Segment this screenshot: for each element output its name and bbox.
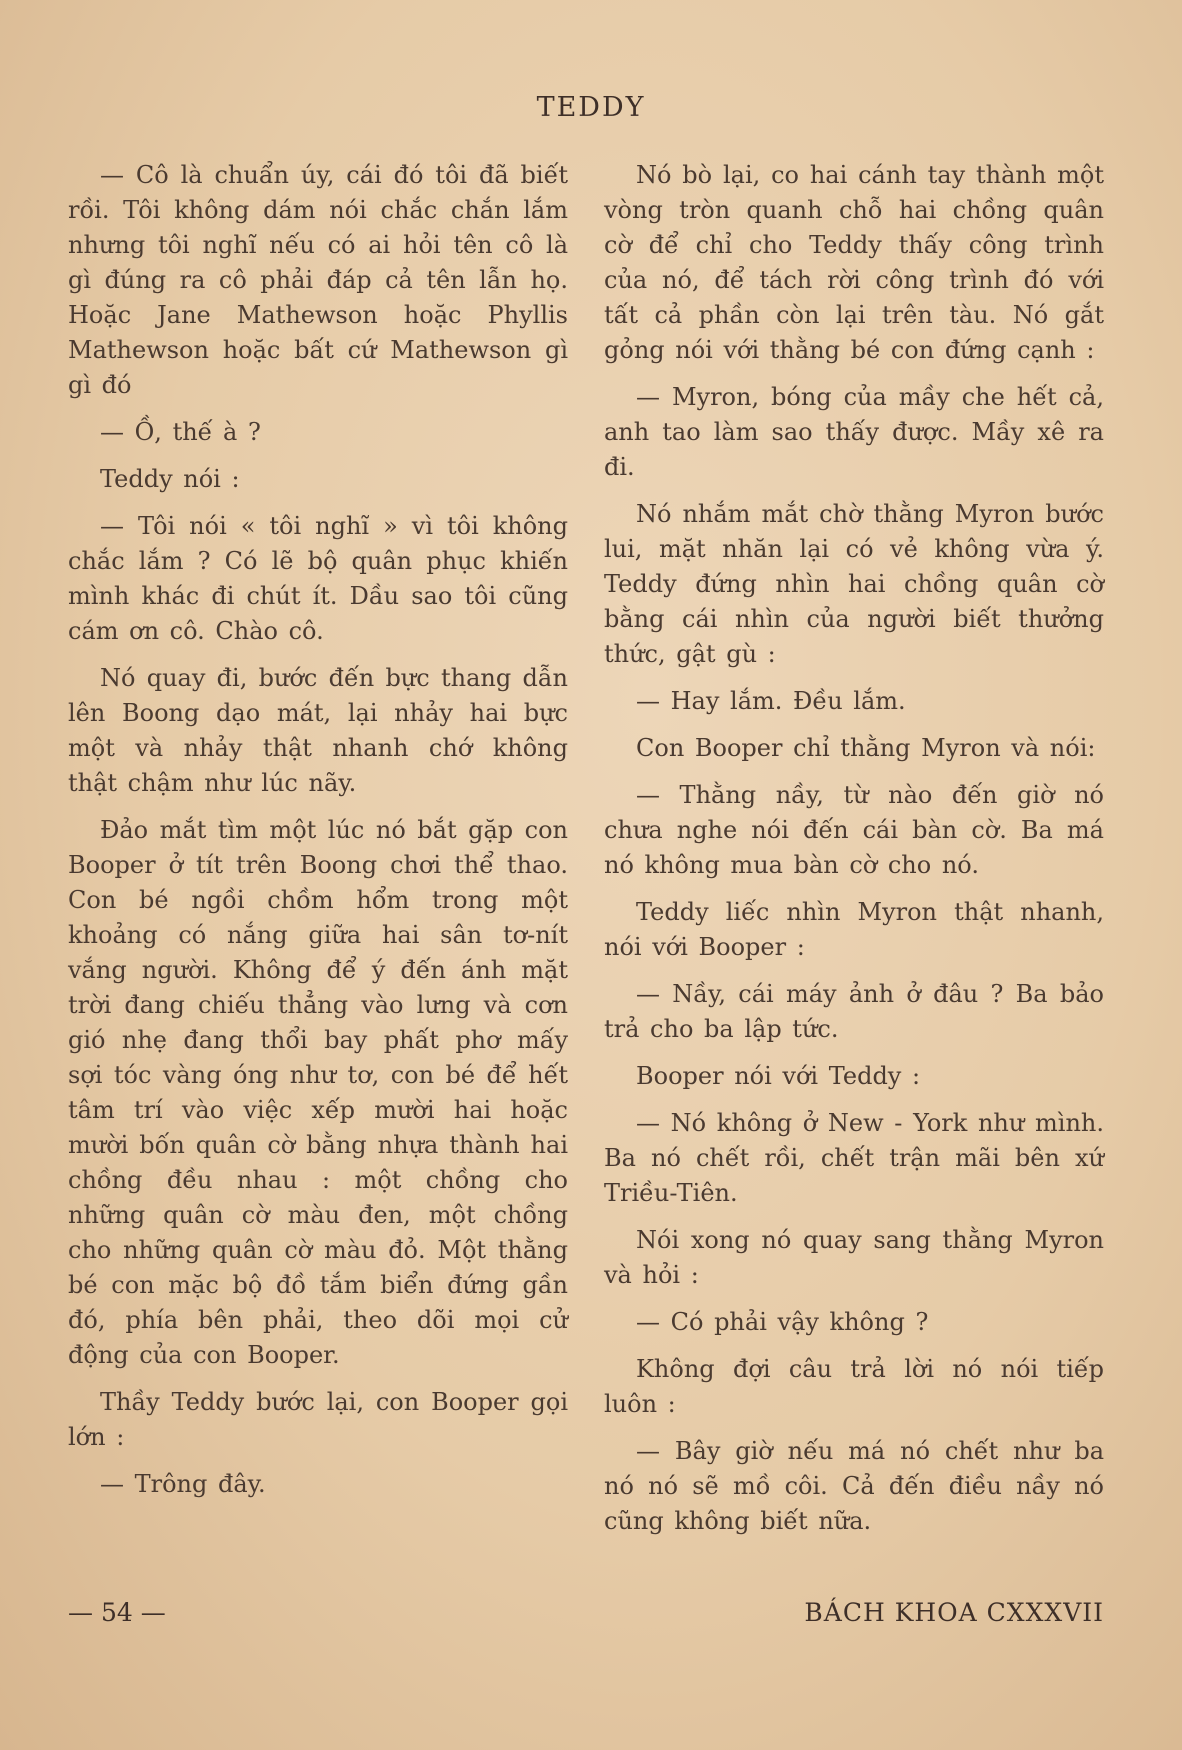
- page-number: — 54 —: [68, 1598, 166, 1627]
- paragraph: Nói xong nó quay sang thằng Myron và hỏi :: [604, 1226, 1104, 1289]
- paragraph: Thầy Teddy bước lại, con Booper gọi lớn :: [68, 1388, 568, 1451]
- paragraph: — Ồ, thế à ?: [100, 418, 261, 446]
- paragraph: Booper nói với Teddy :: [636, 1062, 921, 1090]
- paragraph: Nó quay đi, bước đến bực thang dẫn lên Boong dạo mát, lại nhảy hai bực một và nhảy thật nhanh chớ không thật chậm như lúc nãy.: [68, 664, 568, 797]
- left-column: [68, 158, 568, 1514]
- magazine-issue: BÁCH KHOA CXXXVII: [804, 1598, 1104, 1627]
- paragraph: — Nó không ở New - York như mình. Ba nó chết rồi, chết trận mãi bên xứ Triều-Tiên.: [604, 1109, 1104, 1207]
- paragraph: — Trông đây.: [100, 1470, 266, 1498]
- paragraph: — Tôi nói « tôi nghĩ » vì tôi không chắc lắm ? Có lẽ bộ quân phục khiến mình khác đi chút ít. Dầu sao tôi cũng cám ơn cô. Chào cô.: [68, 512, 568, 645]
- paragraph: — Thằng nầy, từ nào đến giờ nó chưa nghe nói đến cái bàn cờ. Ba má nó không mua bàn cờ cho nó.: [604, 781, 1104, 879]
- paragraph: — Có phải vậy không ?: [636, 1308, 929, 1336]
- paragraph: Teddy nói :: [100, 465, 240, 493]
- paragraph: Không đợi câu trả lời nó nói tiếp luôn :: [604, 1355, 1104, 1418]
- paragraph: Nó bò lại, co hai cánh tay thành một vòng tròn quanh chỗ hai chồng quân cờ để chỉ cho Teddy thấy công trình của nó, để tách rời công trình đó với tất cả phần còn lại trên tàu. Nó gắt gỏng nói với thằng bé con đứng cạnh :: [604, 161, 1104, 364]
- paragraph: — Bây giờ nếu má nó chết như ba nó nó sẽ mồ côi. Cả đến điều nầy nó cũng không biết nữa.: [604, 1437, 1104, 1535]
- running-header: TEDDY: [536, 92, 646, 123]
- paragraph: — Cô là chuẩn úy, cái đó tôi đã biết rồi. Tôi không dám nói chắc chắn lắm nhưng tôi nghĩ nếu có ai hỏi tên cô là gì đúng ra cô phải đáp cả tên lẫn họ. Hoặc Jane Mathewson hoặc Phyllis Mathewson hoặc bất cứ Mathewson gì gì đó: [68, 161, 568, 399]
- paragraph: Con Booper chỉ thằng Myron và nói:: [636, 734, 1096, 762]
- paragraph: Teddy liếc nhìn Myron thật nhanh, nói với Booper :: [604, 898, 1104, 961]
- right-column: [604, 158, 1104, 1551]
- paragraph: Đảo mắt tìm một lúc nó bắt gặp con Booper ở tít trên Boong chơi thể thao. Con bé ngồi chồm hổm trong một khoảng có nắng giữa hai sân tơ-nít vắng người. Không để ý đến ánh mặt trời đang chiếu thẳng vào lưng và cơn gió nhẹ đang thổi bay phất phơ mấy sợi tóc vàng óng như tơ, con bé để hết tâm trí vào việc xếp mười hai hoặc mười bốn quân cờ bằng nhựa thành hai chồng đều nhau : một chồng cho những quân cờ màu đen, một chồng cho những quân cờ màu đỏ. Một thằng bé con mặc bộ đồ tắm biển đứng gần đó, phía bên phải, theo dõi mọi cử động của con Booper.: [68, 816, 568, 1369]
- paragraph: — Hay lắm. Đều lắm.: [636, 687, 906, 715]
- paragraph: Nó nhắm mắt chờ thằng Myron bước lui, mặt nhăn lại có vẻ không vừa ý. Teddy đứng nhìn hai chồng quân cờ bằng cái nhìn của người biết thưởng thức, gật gù :: [604, 500, 1104, 668]
- paragraph: — Myron, bóng của mầy che hết cả, anh tao làm sao thấy được. Mầy xê ra đi.: [604, 383, 1104, 481]
- paragraph: — Nầy, cái máy ảnh ở đâu ? Ba bảo trả cho ba lập tức.: [604, 980, 1104, 1043]
